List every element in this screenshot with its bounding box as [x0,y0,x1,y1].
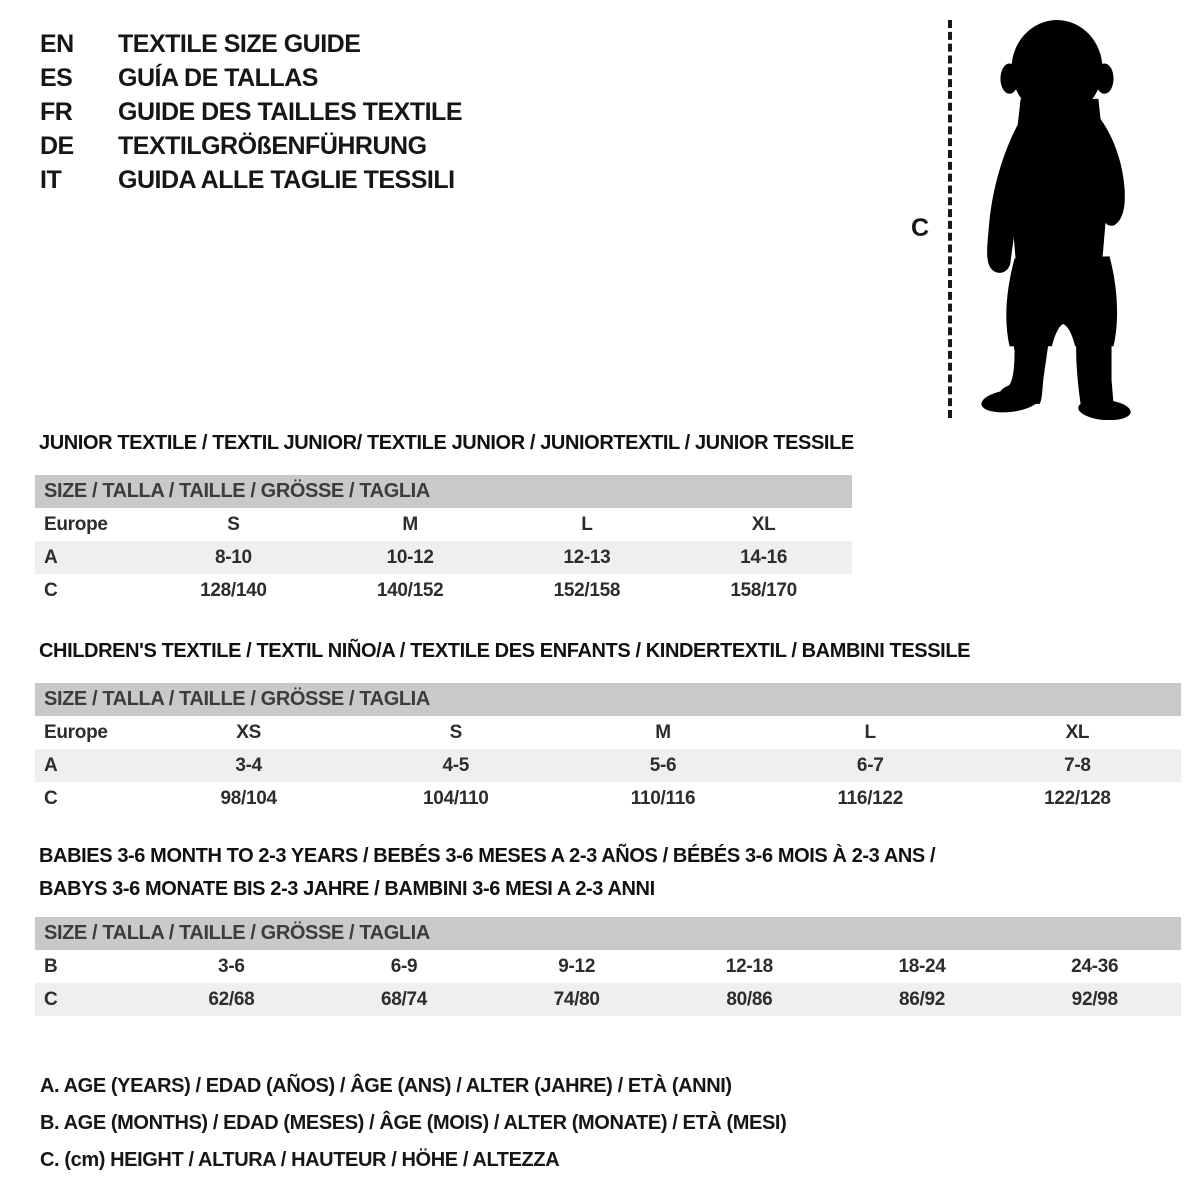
table-cell: 9-12 [558,955,596,977]
babies-section [35,843,1181,1016]
table-cell: 7-8 [1064,754,1091,776]
table-row-height [35,782,1181,815]
table-row-height [35,574,852,607]
table-row-europe [35,508,852,541]
junior-size-table [35,475,852,607]
row-label: C [44,787,58,809]
guide-title-de: TEXTILGRÖßENFÜHRUNG [118,132,427,160]
guide-title-it: GUIDA ALLE TAGLIE TESSILI [118,166,455,194]
language-row-es [40,64,462,98]
table-cell: 92/98 [1071,988,1118,1010]
babies-size-table [35,917,1181,1016]
measurement-legend [40,1068,786,1179]
table-cell: 128/140 [200,579,267,601]
table-row-age-years [35,749,1181,782]
table-cell: 4-5 [442,754,470,776]
babies-table-rows [35,950,1181,1016]
table-cell: 24-36 [1071,955,1119,977]
table-cell: 6-7 [856,754,884,776]
table-cell: 104/110 [423,787,489,809]
table-cell: 18-24 [898,955,946,977]
table-cell: 152/158 [553,579,621,601]
table-cell: 86/92 [899,988,946,1010]
size-header-bar: SIZE / TALLA / TAILLE / GRÖSSE / TAGLIA [35,683,1181,716]
table-cell: 80/86 [726,988,773,1010]
row-label: Europe [44,513,108,535]
children-section-title: CHILDREN'S TEXTILE / TEXTIL NIÑO/A / TEXTILE DES ENFANTS / KINDERTEXTIL / BAMBINI TESSILE [39,640,971,662]
table-row-age-years [35,541,852,574]
table-cell: M [402,513,418,535]
table-cell: 12-13 [563,546,611,568]
language-row-de [40,132,462,166]
table-cell: 68/74 [380,988,428,1010]
table-cell: XL [1065,721,1090,743]
table-row-height [35,983,1181,1016]
legend-age-years: A. AGE (YEARS) / EDAD (AÑOS) / ÂGE (ANS) / ALTER (JAHRE) / ETÀ (ANNI) [40,1075,732,1097]
junior-section [35,430,852,607]
guide-title-en: TEXTILE SIZE GUIDE [118,30,361,58]
children-table-rows [35,716,1181,815]
table-row-europe [35,716,1181,749]
guide-title-fr: GUIDE DES TAILLES TEXTILE [118,98,463,126]
babies-section-title-line2: BABYS 3-6 MONATE BIS 2-3 JAHRE / BAMBINI 3-6 MESI A 2-3 ANNI [39,878,655,900]
language-code: ES [40,64,73,92]
height-measure-dashed-line [948,20,952,418]
language-row-en [40,30,462,64]
table-cell: 10-12 [386,546,434,568]
table-cell: 98/104 [220,787,277,809]
language-code: IT [40,166,62,194]
table-cell: XS [236,721,261,743]
guide-title-es: GUÍA DE TALLAS [118,64,318,92]
height-measure-label: C [911,214,930,242]
table-cell: 62/68 [208,988,255,1010]
table-cell: XL [751,513,776,535]
legend-height-cm: C. (cm) HEIGHT / ALTURA / HAUTEUR / HÖHE / ALTEZZA [40,1149,560,1171]
row-label: C [44,988,58,1010]
table-cell: 110/116 [630,787,696,809]
language-row-it [40,166,462,200]
table-cell: 8-10 [214,546,252,568]
table-cell: 158/170 [730,579,797,601]
table-cell: 6-9 [390,955,418,977]
table-cell: L [864,721,876,743]
height-figure [905,12,1160,427]
junior-section-title: JUNIOR TEXTILE / TEXTIL JUNIOR/ TEXTILE JUNIOR / JUNIORTEXTIL / JUNIOR TESSILE [39,432,854,454]
table-cell: 74/80 [553,988,600,1010]
row-label: A [44,754,58,776]
table-cell: L [581,513,593,535]
row-label: C [44,579,58,601]
language-title-list [40,30,462,200]
legend-age-months: B. AGE (MONTHS) / EDAD (MESES) / ÂGE (MOIS) / ALTER (MONATE) / ETÀ (MESI) [40,1112,787,1134]
table-cell: 14-16 [740,546,788,568]
children-size-table [35,683,1181,815]
language-row-fr [40,98,462,132]
table-cell: S [449,721,462,743]
table-cell: 3-6 [218,955,245,977]
table-cell: 3-4 [235,754,262,776]
size-header-bar: SIZE / TALLA / TAILLE / GRÖSSE / TAGLIA [35,475,852,508]
language-code: EN [40,30,74,58]
table-cell: 116/122 [837,787,903,809]
junior-table-rows [35,508,852,607]
language-code: DE [40,132,74,160]
row-label: B [44,955,58,977]
row-label: A [44,546,58,568]
size-header-bar: SIZE / TALLA / TAILLE / GRÖSSE / TAGLIA [35,917,1181,950]
table-cell: 140/152 [376,579,444,601]
table-cell: 12-18 [725,955,773,977]
babies-section-title-line1: BABIES 3-6 MONTH TO 2-3 YEARS / BEBÉS 3-6 MESES A 2-3 AÑOS / BÉBÉS 3-6 MOIS À 2-3 ANS / [39,845,936,867]
row-label: Europe [44,721,108,743]
table-cell: 5-6 [649,754,677,776]
table-cell: M [655,721,671,743]
table-row-age-months [35,950,1181,983]
language-code: FR [40,98,73,126]
children-section [35,638,1181,815]
table-cell: S [227,513,240,535]
toddler-silhouette-icon [963,16,1155,420]
table-cell: 122/128 [1044,787,1111,809]
